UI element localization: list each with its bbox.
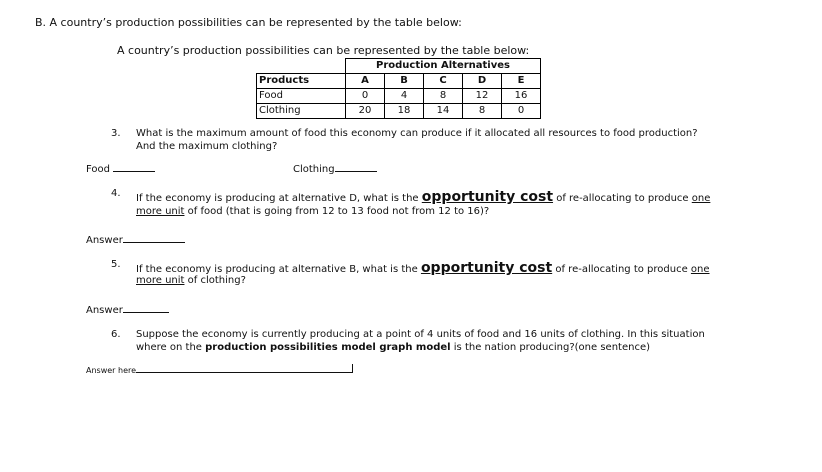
q6-answer-blank[interactable] (136, 365, 352, 373)
q5-one: one (690, 264, 710, 275)
q5-text-a: If the economy is producing at alternative B, what is the (136, 264, 421, 275)
column-header: A (346, 74, 385, 89)
table-cell: 4 (385, 89, 424, 104)
column-header: B (385, 74, 424, 89)
q5-more-unit: more unit (136, 275, 185, 286)
q5-text-c: of clothing? (184, 275, 246, 286)
q4-text-b: of re-allocating to produce (553, 193, 692, 204)
table-corner (257, 59, 346, 74)
q5-line2 (136, 275, 246, 286)
q4-answer-label: Answer (86, 235, 123, 246)
table-cell: 0 (346, 89, 385, 104)
table-cell: 16 (502, 89, 541, 104)
column-header: E (502, 74, 541, 89)
q6-answer-label: Answer here (86, 366, 137, 375)
column-header: Products (257, 74, 346, 89)
q4-more-unit: more unit (136, 206, 185, 217)
column-header: C (424, 74, 463, 89)
q5-text-b: of re-allocating to produce (552, 264, 691, 275)
q4-line1 (136, 189, 710, 205)
q6-text-c: is the nation producing?(one sentence) (450, 342, 650, 353)
q6-answer (86, 364, 353, 375)
q4-text-c: of food (that is going from 12 to 13 food not from 12 to 16)? (184, 206, 490, 217)
q5-answer (86, 303, 169, 316)
table-cell: 20 (346, 104, 385, 119)
food-answer (86, 162, 155, 175)
clothing-label: Clothing (293, 164, 335, 175)
q4-answer (86, 233, 185, 246)
q6-number: 6. (111, 329, 121, 340)
food-label: Food (86, 164, 110, 175)
clothing-answer-blank[interactable] (335, 162, 377, 172)
intro-text: A country’s production possibilities can be represented by the table below: (117, 44, 530, 57)
q6-line2 (136, 342, 650, 353)
table-cell: 18 (385, 104, 424, 119)
table-cell: 8 (424, 89, 463, 104)
food-answer-blank[interactable] (113, 162, 155, 172)
row-label: Food (257, 89, 346, 104)
row-label: Clothing (257, 104, 346, 119)
table-row (257, 89, 541, 104)
q6-ppm-graph-model: production possibilities model graph model (205, 342, 451, 353)
q6-line1: Suppose the economy is currently producing at a point of 4 units of food and 16 units of clothing. In this situation (136, 329, 705, 340)
production-table (256, 58, 541, 119)
table-header-row (257, 74, 541, 89)
q5-line1 (136, 260, 710, 276)
table-row (257, 104, 541, 119)
q3-line1: What is the maximum amount of food this economy can produce if it allocated all resources to food production? (136, 128, 698, 139)
q4-opportunity-cost: opportunity cost (421, 189, 554, 205)
section-title: B. A country’s production possibilities can be represented by the table below: (35, 16, 462, 29)
q4-line2 (136, 206, 489, 217)
q4-one: one (691, 193, 711, 204)
q3-line2: And the maximum clothing? (136, 141, 278, 152)
table-cell: 14 (424, 104, 463, 119)
q5-opportunity-cost: opportunity cost (420, 260, 553, 276)
q6-text-a: where on the (136, 342, 206, 353)
q4-answer-blank[interactable] (123, 233, 185, 243)
table-caption: Production Alternatives (346, 59, 541, 74)
table-cell: 12 (463, 89, 502, 104)
q5-number: 5. (111, 259, 121, 270)
q3-number: 3. (111, 128, 121, 139)
q4-number: 4. (111, 188, 121, 199)
q5-answer-label: Answer (86, 305, 123, 316)
table-cell: 8 (463, 104, 502, 119)
table-cell: 0 (502, 104, 541, 119)
clothing-answer (293, 162, 377, 175)
q5-answer-blank[interactable] (123, 303, 169, 313)
column-header: D (463, 74, 502, 89)
q4-text-a: If the economy is producing at alternative D, what is the (136, 193, 422, 204)
text-cursor (352, 364, 353, 373)
